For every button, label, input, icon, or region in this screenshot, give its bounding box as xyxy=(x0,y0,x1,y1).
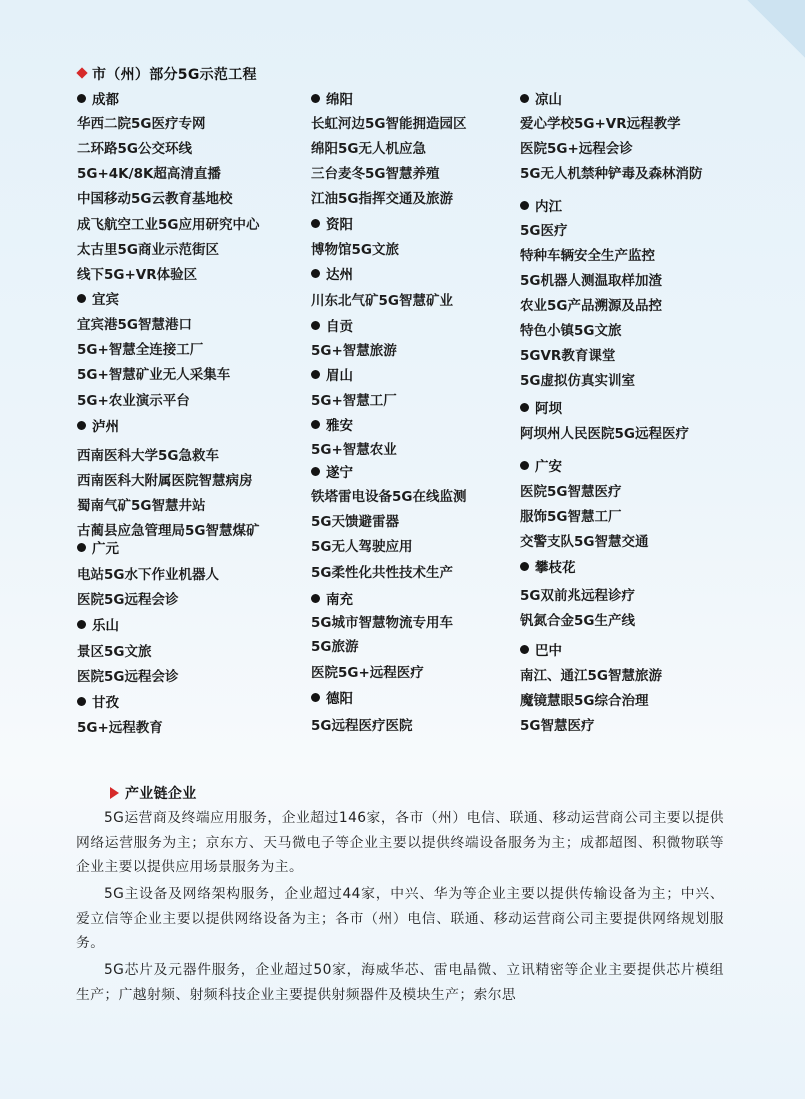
project-item: 钒氮合金5G生产线 xyxy=(520,613,635,629)
paragraph-operators: 5G运营商及终端应用服务，企业超过146家，各市（州）电信、联通、移动运营商公司主要以提供网络运营服务为主；京东方、天马微电子等企业主要以提供终端设备服务为主；成都超图、积微物联等企业主要以提供应用场景服务为主。 xyxy=(76,810,724,876)
city-name: 内江 xyxy=(535,199,562,215)
bullet-icon xyxy=(311,269,320,278)
city-name: 遂宁 xyxy=(326,465,353,481)
city-name: 德阳 xyxy=(326,691,353,707)
bullet-icon xyxy=(520,645,529,654)
bullet-icon xyxy=(77,697,86,706)
city-heading xyxy=(311,591,353,609)
project-item: 魔镜慧眼5G综合治理 xyxy=(520,693,649,709)
project-item: 5G+智慧农业 xyxy=(311,442,397,458)
city-name: 凉山 xyxy=(535,92,562,108)
project-item: 5G+4K/8K超高清直播 xyxy=(77,166,221,182)
project-item: 5G+智慧全连接工厂 xyxy=(77,342,204,358)
paragraph-equipment: 5G主设备及网络架构服务，企业超过44家，中兴、华为等企业主要以提供传输设备为主；中兴、爱立信等企业主要以提供网络设备为主；各市（州）电信、联通、移动运营商公司主要提供网络规划服务。 xyxy=(76,886,724,952)
bullet-icon xyxy=(77,543,86,552)
project-item: 5G双前兆远程诊疗 xyxy=(520,588,635,604)
bullet-icon xyxy=(77,421,86,430)
project-item: 三台麦冬5G智慧养殖 xyxy=(311,166,440,182)
bullet-icon xyxy=(311,321,320,330)
project-item: 5G智慧医疗 xyxy=(520,718,595,734)
city-heading xyxy=(77,540,119,558)
project-item: 景区5G文旅 xyxy=(77,644,152,660)
city-name: 南充 xyxy=(326,592,353,608)
city-heading xyxy=(77,694,119,712)
red-triangle-icon xyxy=(110,787,119,799)
city-name: 自贡 xyxy=(326,319,353,335)
project-item: 西南医科大附属医院智慧病房 xyxy=(77,473,253,489)
project-item: 成飞航空工业5G应用研究中心 xyxy=(77,217,260,233)
city-heading xyxy=(520,198,562,216)
city-heading xyxy=(520,458,562,476)
bullet-icon xyxy=(520,94,529,103)
project-item: 5G无人机禁种铲毒及森林消防 xyxy=(520,166,703,182)
section-title: 市（州）部分5G示范工程 xyxy=(92,67,257,83)
bullet-icon xyxy=(311,467,320,476)
project-item: 5G+智慧工厂 xyxy=(311,393,397,409)
bullet-icon xyxy=(77,94,86,103)
project-item: 5G无人驾驶应用 xyxy=(311,539,413,555)
project-item: 5G天馈避雷器 xyxy=(311,514,399,530)
corner-decoration xyxy=(747,0,805,58)
paragraph-chips: 5G芯片及元器件服务，企业超过50家，海威华芯、雷电晶微、立讯精密等企业主要提供芯片模组生产；广越射频、射频科技企业主要提供射频器件及模块生产；索尔思 xyxy=(76,962,724,1003)
city-heading xyxy=(311,464,353,482)
bullet-icon xyxy=(311,594,320,603)
city-name: 乐山 xyxy=(92,618,119,634)
project-item: 5G+农业演示平台 xyxy=(77,393,190,409)
project-item: 5G+智慧旅游 xyxy=(311,343,397,359)
city-name: 绵阳 xyxy=(326,92,353,108)
project-item: 5G城市智慧物流专用车 xyxy=(311,615,453,631)
project-item: 中国移动5G云教育基地校 xyxy=(77,191,233,207)
bullet-icon xyxy=(520,562,529,571)
red-diamond-icon xyxy=(76,67,87,78)
city-heading xyxy=(311,318,353,336)
project-item: 绵阳5G无人机应急 xyxy=(311,141,426,157)
section-heading-industry-chain xyxy=(110,783,197,803)
city-name: 雅安 xyxy=(326,418,353,434)
project-item: 5G远程医疗医院 xyxy=(311,718,413,734)
city-heading xyxy=(77,91,119,109)
city-heading xyxy=(520,559,576,577)
project-item: 医院5G远程会诊 xyxy=(77,669,179,685)
city-name: 广安 xyxy=(535,459,562,475)
project-item: 西南医科大学5G急救车 xyxy=(77,448,219,464)
project-item: 线下5G+VR体验区 xyxy=(77,267,198,283)
city-heading xyxy=(77,291,119,309)
project-item: 华西二院5G医疗专网 xyxy=(77,116,206,132)
project-item: 蜀南气矿5G智慧井站 xyxy=(77,498,206,514)
city-name: 达州 xyxy=(326,267,353,283)
project-item: 铁塔雷电设备5G在线监测 xyxy=(311,489,467,505)
project-item: 江油5G指挥交通及旅游 xyxy=(311,191,453,207)
city-heading xyxy=(311,367,353,385)
project-item: 5G旅游 xyxy=(311,639,359,655)
bullet-icon xyxy=(520,461,529,470)
project-item: 5G机器人测温取样加渣 xyxy=(520,273,662,289)
project-item: 爱心学校5G+VR远程教学 xyxy=(520,116,681,132)
city-name: 资阳 xyxy=(326,217,353,233)
bullet-icon xyxy=(311,693,320,702)
bullet-icon xyxy=(311,420,320,429)
project-item: 博物馆5G文旅 xyxy=(311,242,399,258)
city-heading xyxy=(520,91,562,109)
project-item: 太古里5G商业示范街区 xyxy=(77,242,219,258)
city-name: 广元 xyxy=(92,541,119,557)
section-title: 产业链企业 xyxy=(125,786,197,802)
city-heading xyxy=(77,418,119,436)
city-name: 阿坝 xyxy=(535,401,562,417)
city-heading xyxy=(520,642,562,660)
project-item: 交警支队5G智慧交通 xyxy=(520,534,649,550)
project-item: 5G医疗 xyxy=(520,223,568,239)
city-heading xyxy=(311,417,353,435)
section-heading-demo-projects xyxy=(78,64,257,84)
project-item: 川东北气矿5G智慧矿业 xyxy=(311,293,453,309)
project-item: 电站5G水下作业机器人 xyxy=(77,567,219,583)
city-heading xyxy=(311,266,353,284)
project-item: 长虹河边5G智能拥造园区 xyxy=(311,116,467,132)
project-item: 5G+远程教育 xyxy=(77,720,163,736)
city-heading xyxy=(77,617,119,635)
project-item: 农业5G产品溯源及品控 xyxy=(520,298,662,314)
project-item: 宜宾港5G智慧港口 xyxy=(77,317,192,333)
project-item: 南江、通江5G智慧旅游 xyxy=(520,668,662,684)
city-heading xyxy=(520,400,562,418)
project-item: 服饰5G智慧工厂 xyxy=(520,509,622,525)
city-heading xyxy=(311,216,353,234)
city-name: 甘孜 xyxy=(92,695,119,711)
project-item: 医院5G+远程医疗 xyxy=(311,665,424,681)
bullet-icon xyxy=(77,294,86,303)
city-heading xyxy=(311,91,353,109)
project-item: 医院5G远程会诊 xyxy=(77,592,179,608)
project-item: 古蔺县应急管理局5G智慧煤矿 xyxy=(77,523,260,539)
city-name: 攀枝花 xyxy=(535,560,576,576)
project-item: 特种车辆安全生产监控 xyxy=(520,248,655,264)
project-item: 特色小镇5G文旅 xyxy=(520,323,622,339)
project-item: 5G+智慧矿业无人采集车 xyxy=(77,367,231,383)
city-name: 巴中 xyxy=(535,643,562,659)
city-name: 宜宾 xyxy=(92,292,119,308)
project-item: 二环路5G公交环线 xyxy=(77,141,192,157)
project-item: 医院5G智慧医疗 xyxy=(520,484,622,500)
bullet-icon xyxy=(77,620,86,629)
project-item: 5G柔性化共性技术生产 xyxy=(311,565,453,581)
bullet-icon xyxy=(311,94,320,103)
project-item: 5G虚拟仿真实训室 xyxy=(520,373,635,389)
project-item: 医院5G+远程会诊 xyxy=(520,141,633,157)
bullet-icon xyxy=(311,370,320,379)
city-name: 成都 xyxy=(92,92,119,108)
city-heading xyxy=(311,690,353,708)
bullet-icon xyxy=(520,201,529,210)
bullet-icon xyxy=(520,403,529,412)
project-item: 阿坝州人民医院5G远程医疗 xyxy=(520,426,689,442)
project-item: 5GVR教育课堂 xyxy=(520,348,616,364)
bullet-icon xyxy=(311,219,320,228)
city-name: 眉山 xyxy=(326,368,353,384)
city-name: 泸州 xyxy=(92,419,119,435)
